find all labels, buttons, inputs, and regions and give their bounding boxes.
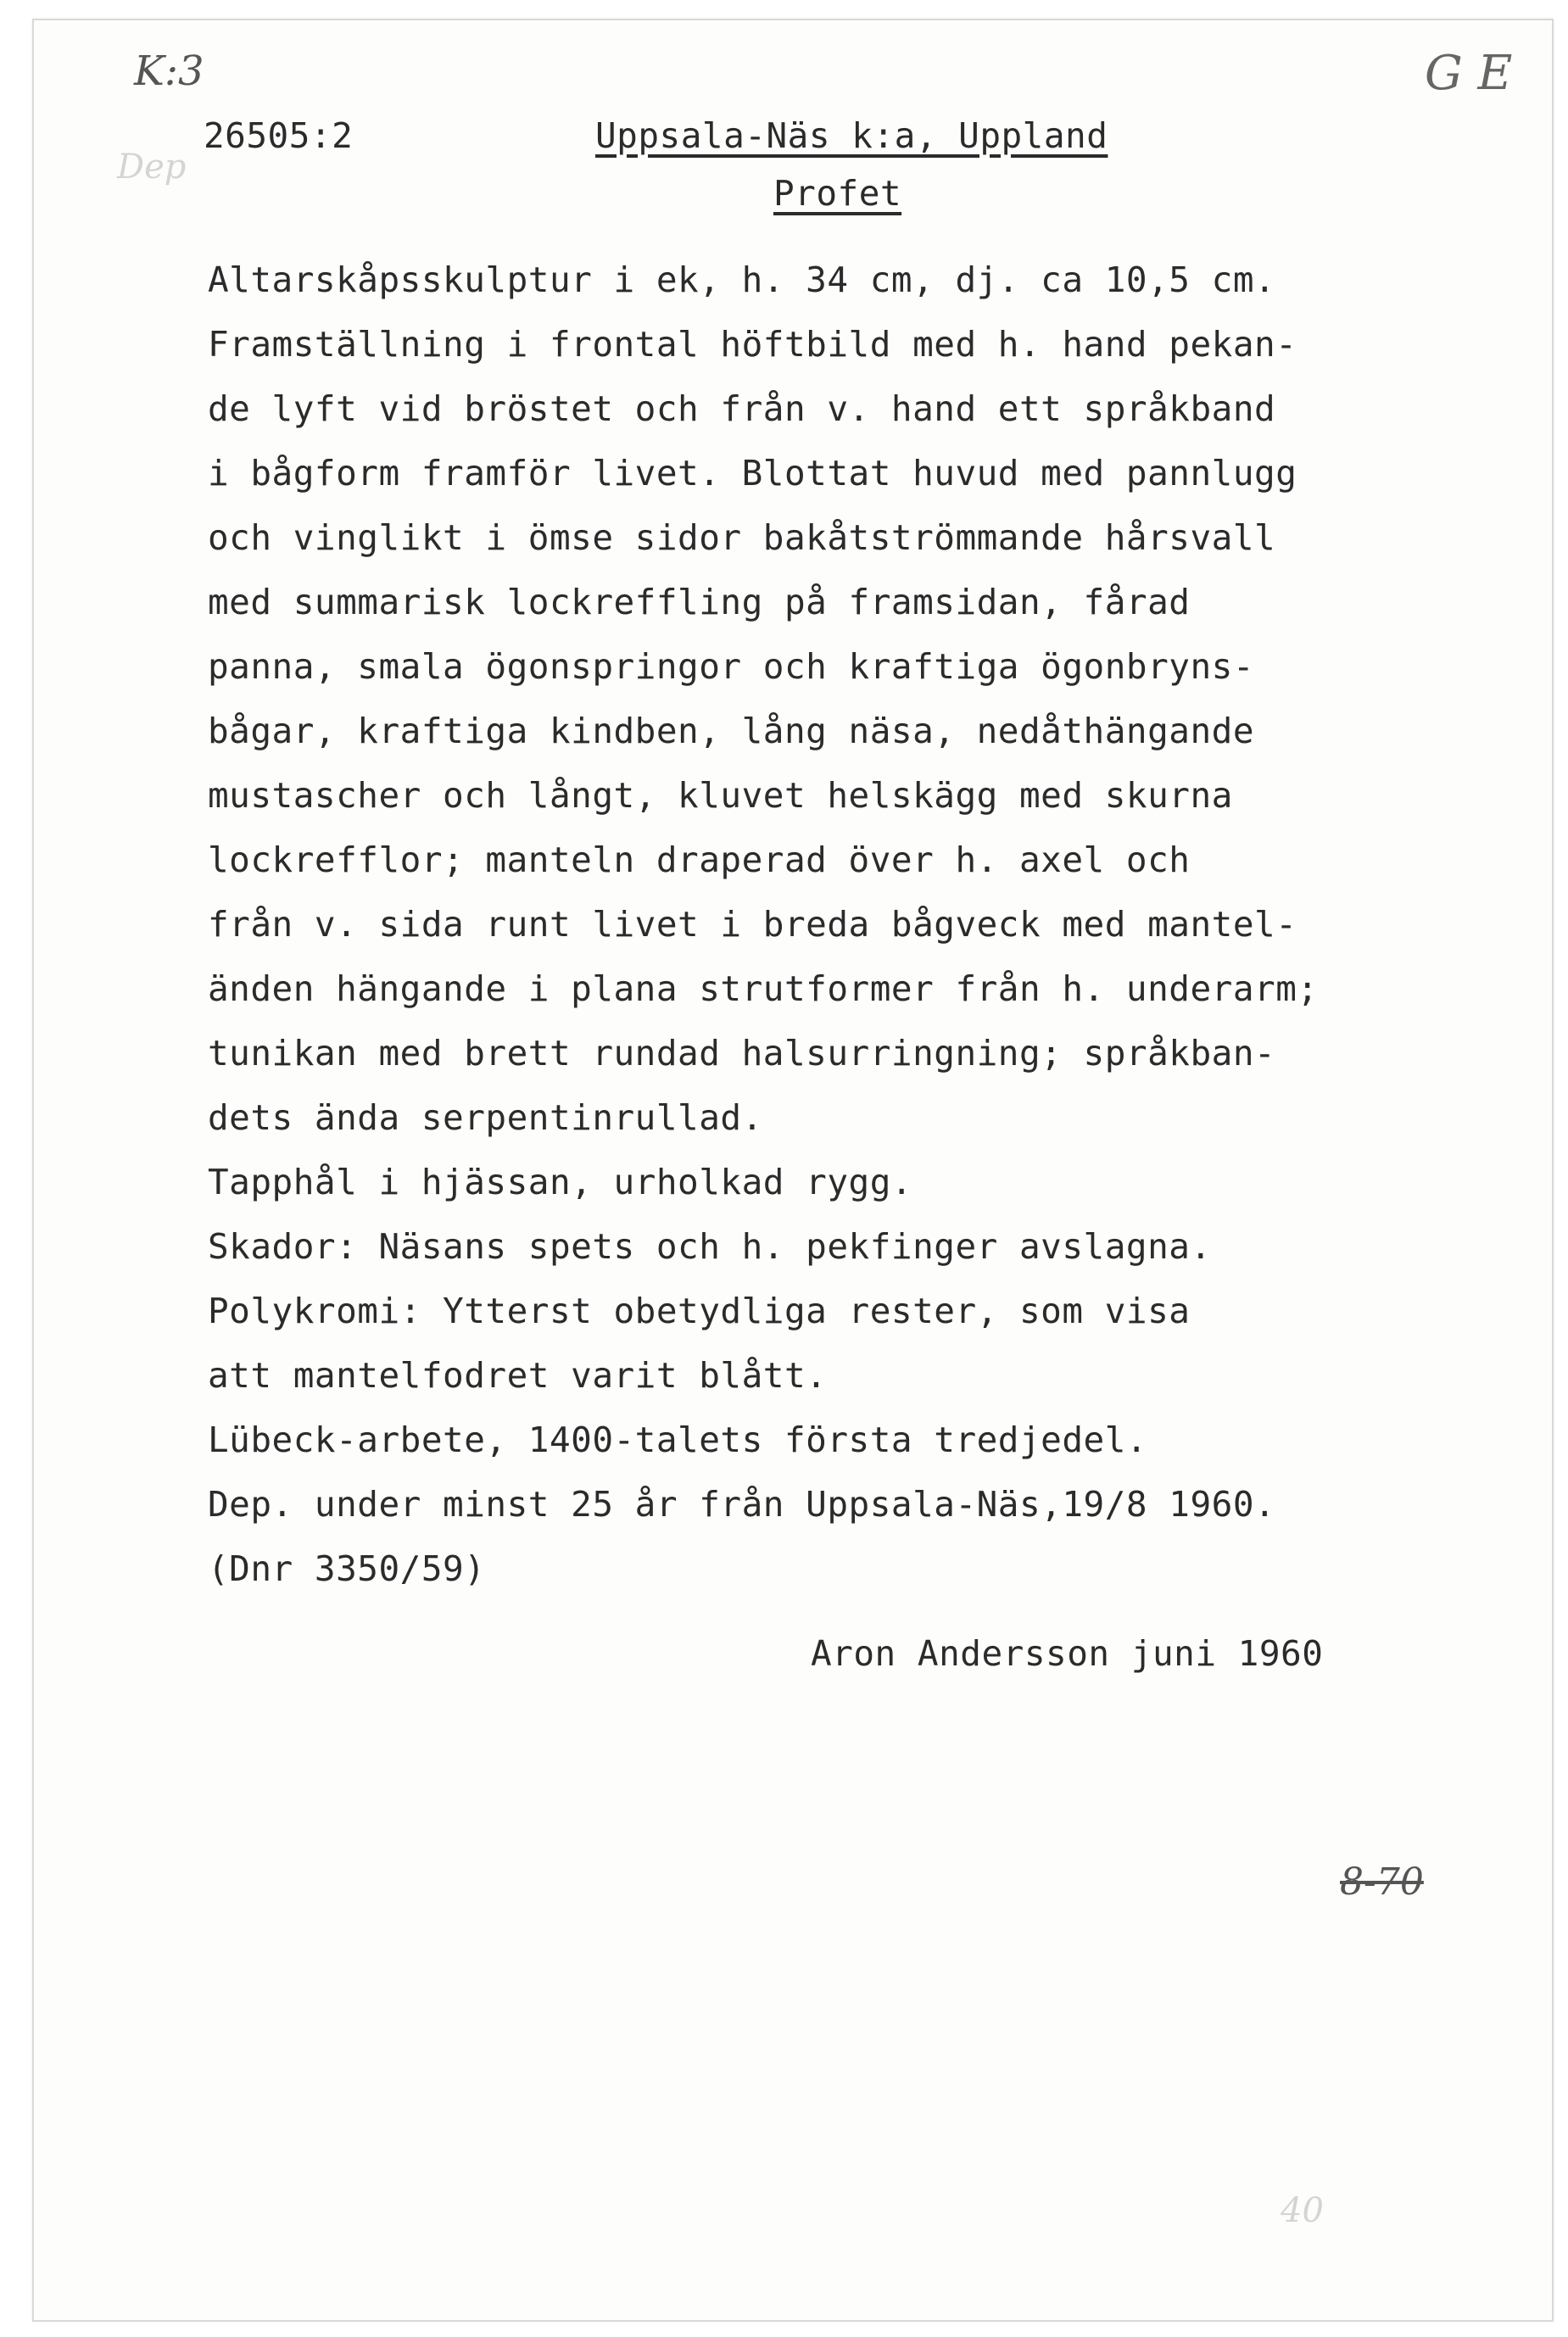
text-line: och vinglikt i ömse sidor bakåtströmmande hårsvall xyxy=(208,517,1276,558)
object-title: Profet xyxy=(773,173,902,214)
text-line: Tapphål i hjässan, urholkad rygg. xyxy=(208,1162,913,1202)
text-line: Lübeck-arbete, 1400-talets första tredjedel. xyxy=(208,1419,1148,1460)
inventory-number: 26505:2 xyxy=(204,115,354,156)
text-line: änden hängande i plana strutformer från h. underarm; xyxy=(208,968,1319,1009)
text-line: dets ända serpentinrullad. xyxy=(208,1097,763,1138)
signature: Aron Andersson juni 1960 xyxy=(811,1633,1324,1674)
text-line: i bågform framför livet. Blottat huvud med pannlugg xyxy=(208,453,1297,494)
text-line: bågar, kraftiga kindben, lång näsa, nedåthängande xyxy=(208,711,1255,751)
text-line: Polykromi: Ytterst obetydliga rester, som visa xyxy=(208,1291,1191,1331)
text-line: med summarisk lockreffling på framsidan, fårad xyxy=(208,582,1191,622)
faint-pencil-mark: Dep xyxy=(117,148,187,187)
text-line: Skador: Näsans spets och h. pekfinger avslagna. xyxy=(208,1226,1212,1267)
text-line: lockrefflor; manteln draperad över h. axel och xyxy=(208,839,1191,880)
text-line: från v. sida runt livet i breda bågveck med mantel- xyxy=(208,904,1297,945)
page-number: 8-70 xyxy=(1340,1860,1424,1904)
description-text xyxy=(208,248,1565,1601)
text-line: tunikan med brett rundad halsurringning; språkban- xyxy=(208,1033,1276,1074)
faint-pencil-mark: 40 xyxy=(1281,2191,1324,2230)
catalog-mark: K:3 xyxy=(134,47,204,95)
text-line: mustascher och långt, kluvet helskägg med skurna xyxy=(208,775,1233,816)
text-line: panna, smala ögonspringor och kraftiga ögonbryns- xyxy=(208,646,1255,687)
location-title: Uppsala-Näs k:a, Uppland xyxy=(595,115,1108,156)
text-line: de lyft vid bröstet och från v. hand ett språkband xyxy=(208,388,1276,429)
text-line: Framställning i frontal höftbild med h. hand pekan- xyxy=(208,324,1297,365)
text-line: Altarskåpsskulptur i ek, h. 34 cm, dj. ca 10,5 cm. xyxy=(208,259,1276,300)
text-line: (Dnr 3350/59) xyxy=(208,1548,486,1589)
handwritten-initials: G E xyxy=(1425,46,1513,101)
catalog-card xyxy=(32,19,1554,2322)
text-line: Dep. under minst 25 år från Uppsala-Näs,19/8 1960. xyxy=(208,1484,1276,1525)
text-line: att mantelfodret varit blått. xyxy=(208,1355,828,1396)
